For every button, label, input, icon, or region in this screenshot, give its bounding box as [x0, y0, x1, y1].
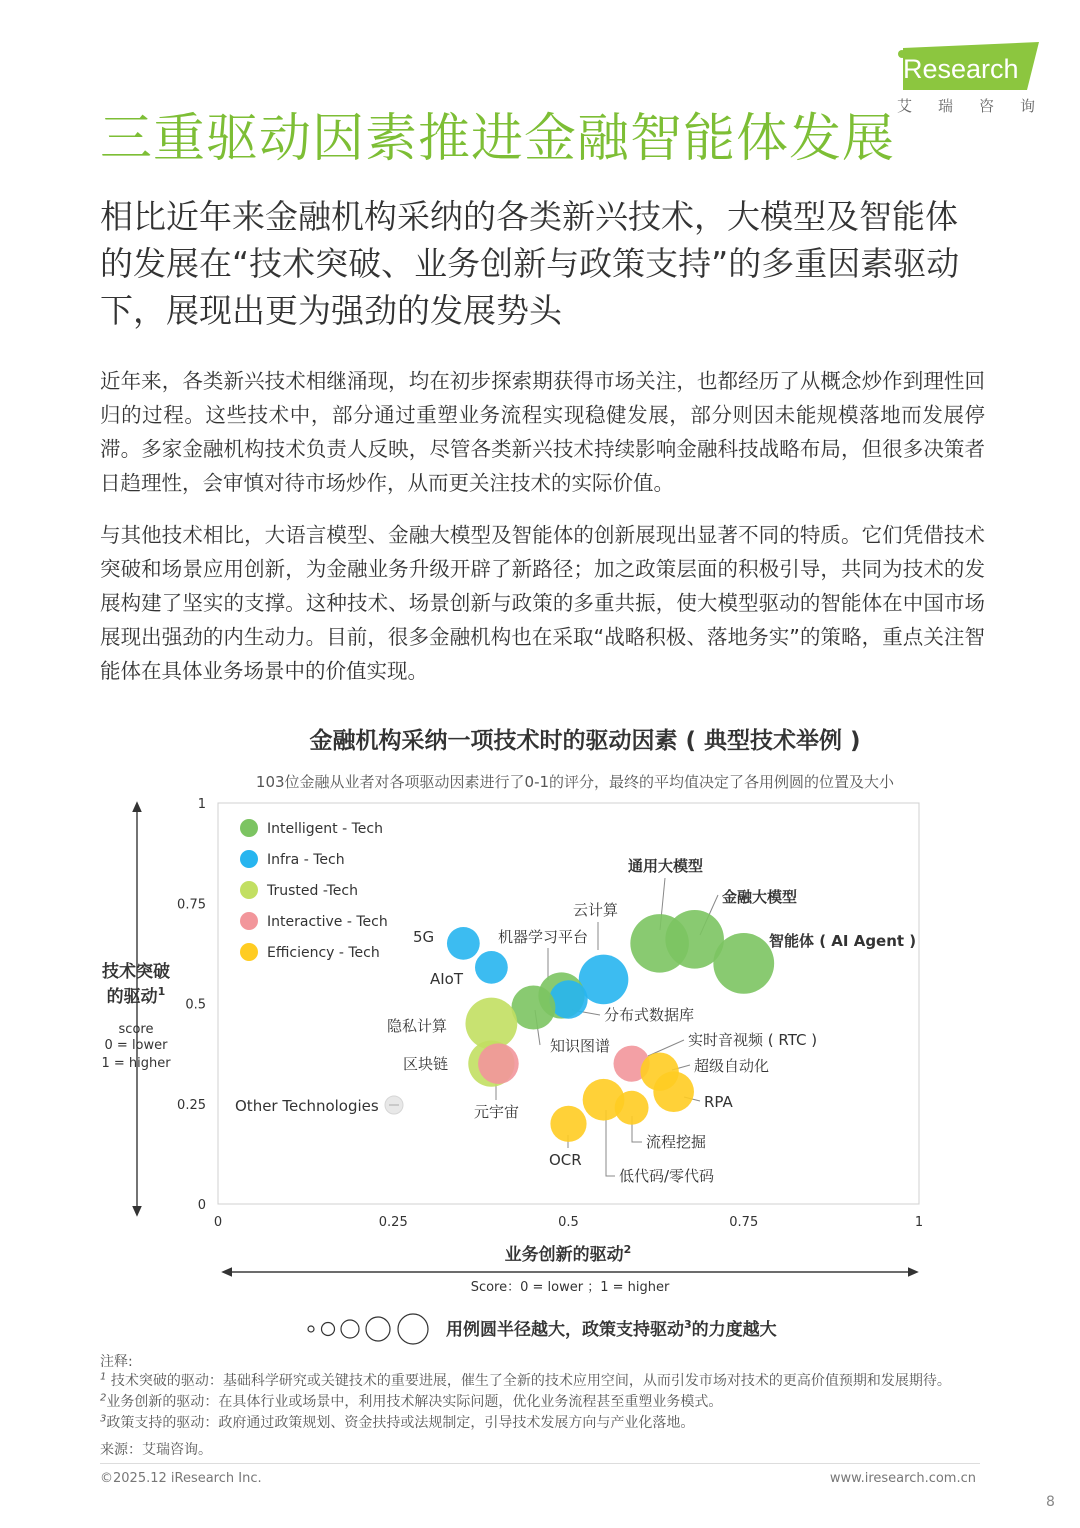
- y-axis-label-sup: 1: [157, 985, 166, 998]
- size-legend-circle: [308, 1326, 314, 1332]
- y-axis-note-1: score: [118, 1022, 154, 1037]
- legend-label: Interactive - Tech: [267, 914, 388, 930]
- bubble-label: 分布式数据库: [604, 1006, 695, 1024]
- logo-chinese-name: 艾瑞咨询: [897, 97, 1062, 115]
- copyright: ©2025.12 iResearch Inc.: [100, 1471, 262, 1486]
- bubble-label: 智能体 ( AI Agent ): [769, 932, 917, 950]
- note-3: [100, 1412, 694, 1432]
- source-note: 来源：艾瑞咨询。: [100, 1442, 212, 1458]
- other-technologies-label: Other Technologies: [235, 1097, 379, 1115]
- size-legend-circle: [398, 1314, 428, 1344]
- x-tick-label: 0.25: [378, 1215, 408, 1230]
- bubble-label: 隐私计算: [387, 1017, 448, 1035]
- chart-subtitle: 103位金融从业者对各项驱动因素进行了0-1的评分，最终的平均值决定了各用例圆的位置及大小: [255, 773, 895, 791]
- website-link[interactable]: www.iresearch.com.cn: [829, 1471, 976, 1486]
- logo-wordmark: iResearch: [897, 54, 1019, 84]
- note-2: [100, 1391, 722, 1411]
- legend-label: Infra - Tech: [267, 852, 345, 868]
- bubble-label: 实时音视频 ( RTC ): [688, 1031, 818, 1049]
- bubble-label: RPA: [704, 1093, 733, 1111]
- size-legend-text: [446, 1318, 777, 1340]
- body-paragraph-1: 近年来，各类新兴技术相继涌现，均在初步探索期获得市场关注，也都经历了从概念炒作到理性回归的过程。这些技术中，部分通过重塑业务流程实现稳健发展，部分则因未能规模落地而发展停滞。多家金融机构技术负责人反映，尽管各类新兴技术持续影响金融科技战略布局，但很多决策者日趋理性，会审慎对待市场炒作，从而更关注技术的实际价值。: [100, 369, 985, 495]
- legend-label: Efficiency - Tech: [267, 945, 380, 961]
- bubble-intelligent-tech: [713, 933, 774, 994]
- bubble-infra-tech: [549, 980, 587, 1018]
- x-axis-label-text: 业务创新的驱动: [504, 1245, 624, 1265]
- legend-label: Intelligent - Tech: [267, 821, 383, 837]
- bubble-label: 金融大模型: [722, 888, 798, 906]
- x-tick-label: 1: [914, 1215, 924, 1230]
- note-1: [100, 1370, 951, 1390]
- bubble-label: 元宇宙: [474, 1103, 520, 1121]
- legend-marker: [240, 943, 258, 961]
- bubble-efficiency-tech: [653, 1071, 694, 1112]
- y-axis-note-2: 0 = lower: [104, 1038, 168, 1053]
- bubble-label: AIoT: [430, 970, 464, 988]
- bubble-label: 超级自动化: [694, 1057, 770, 1075]
- bubble-label: 区块链: [403, 1055, 449, 1073]
- bubble-label: 知识图谱: [550, 1037, 611, 1055]
- y-tick-label: 1: [197, 797, 206, 812]
- notes-heading: 注释:: [100, 1354, 133, 1370]
- x-axis-note: Score：0 = lower ；1 = higher: [470, 1280, 670, 1295]
- x-axis-label-sup: 2: [623, 1243, 632, 1256]
- bubble-label: 5G: [413, 928, 435, 946]
- legend-marker: [240, 819, 258, 837]
- note-1-number: 1: [100, 1371, 107, 1383]
- note-3-number: 3: [100, 1413, 107, 1425]
- page-title: 三重驱动因素推进金融智能体发展: [100, 109, 896, 169]
- y-axis-note-3: 1 = higher: [101, 1056, 171, 1071]
- section-subtitle: 相比近年来金融机构采纳的各类新兴技术，大模型及智能体的发展在“技术突破、业务创新与政策支持”的多重因素驱动下，展现出更为强劲的发展势头: [100, 197, 960, 330]
- bubble-label: 通用大模型: [628, 857, 704, 875]
- y-tick-label: 0: [197, 1198, 206, 1213]
- bubble-label: 流程挖掘: [646, 1133, 707, 1151]
- bubble-efficiency-tech: [550, 1106, 586, 1142]
- bubble-interactive-tech: [478, 1043, 519, 1084]
- x-tick-label: 0.5: [558, 1215, 579, 1230]
- x-tick-label: 0.75: [729, 1215, 759, 1230]
- y-tick-label: 0.5: [185, 997, 206, 1013]
- bubble-infra-tech: [447, 927, 480, 960]
- x-tick-label: 0: [213, 1215, 223, 1230]
- legend-label: Trusted -Tech: [267, 883, 358, 899]
- size-legend-sup: 3: [684, 1318, 692, 1331]
- bubble-infra-tech: [475, 951, 508, 984]
- legend-marker: [240, 850, 258, 868]
- chart-title: 金融机构采纳一项技术时的驱动因素 ( 典型技术举例 ): [309, 728, 861, 754]
- bubble-label: 云计算: [573, 901, 619, 919]
- size-legend-circle: [366, 1317, 390, 1341]
- legend-marker: [240, 881, 258, 899]
- bubble-label: OCR: [549, 1151, 582, 1169]
- y-axis-label-line2: [107, 985, 166, 1007]
- note-3-text: 政策支持的驱动：政府通过政策规划、资金扶持或法规制定，引导技术发展方向与产业化落地。: [106, 1415, 695, 1431]
- page-number: 8: [1046, 1494, 1055, 1510]
- bubble-label: 低代码/零代码: [619, 1167, 715, 1185]
- size-legend-main: 用例圆半径越大，政策支持驱动: [446, 1320, 684, 1340]
- body-paragraph-2: 与其他技术相比，大语言模型、金融大模型及智能体的创新展现出显著不同的特质。它们凭借技术突破和场景应用创新，为金融业务升级开辟了新路径；加之政策层面的积极引导，共同为技术的发展构建了坚实的支撑。这种技术、场景创新与政策的多重共振，使大模型驱动的智能体在中国市场展现出强劲的内生动力。目前，很多金融机构也在采取“战略积极、落地务实”的策略，重点关注智能体在具体业务场景中的价值实现。: [100, 523, 985, 683]
- bubble-efficiency-tech: [583, 1079, 625, 1121]
- y-axis-label-text: 的驱动: [106, 987, 158, 1007]
- size-legend-circle: [322, 1323, 335, 1336]
- legend-marker: [240, 912, 258, 930]
- x-axis-label: [505, 1243, 632, 1265]
- y-tick-label: 0.75: [177, 897, 206, 913]
- note-1-text: 技术突破的驱动：基础科学研究或关键技术的重要进展，催生了全新的技术应用空间，从而引发市场对技术的更高价值预期和发展期待。: [110, 1373, 951, 1389]
- y-axis-label-line1: 技术突破: [102, 962, 170, 982]
- bubble-label: 机器学习平台: [498, 928, 589, 946]
- size-legend-circle: [341, 1320, 359, 1338]
- footer-divider: [100, 1463, 980, 1464]
- y-tick-label: 0.25: [177, 1097, 206, 1113]
- note-2-number: 2: [100, 1392, 107, 1404]
- size-legend-tail: 的力度越大: [691, 1320, 777, 1340]
- note-2-text: 业务创新的驱动：在具体行业或场景中，利用技术解决实际问题，优化业务流程甚至重塑业务模式。: [106, 1394, 723, 1410]
- bubble-intelligent-tech: [511, 986, 555, 1030]
